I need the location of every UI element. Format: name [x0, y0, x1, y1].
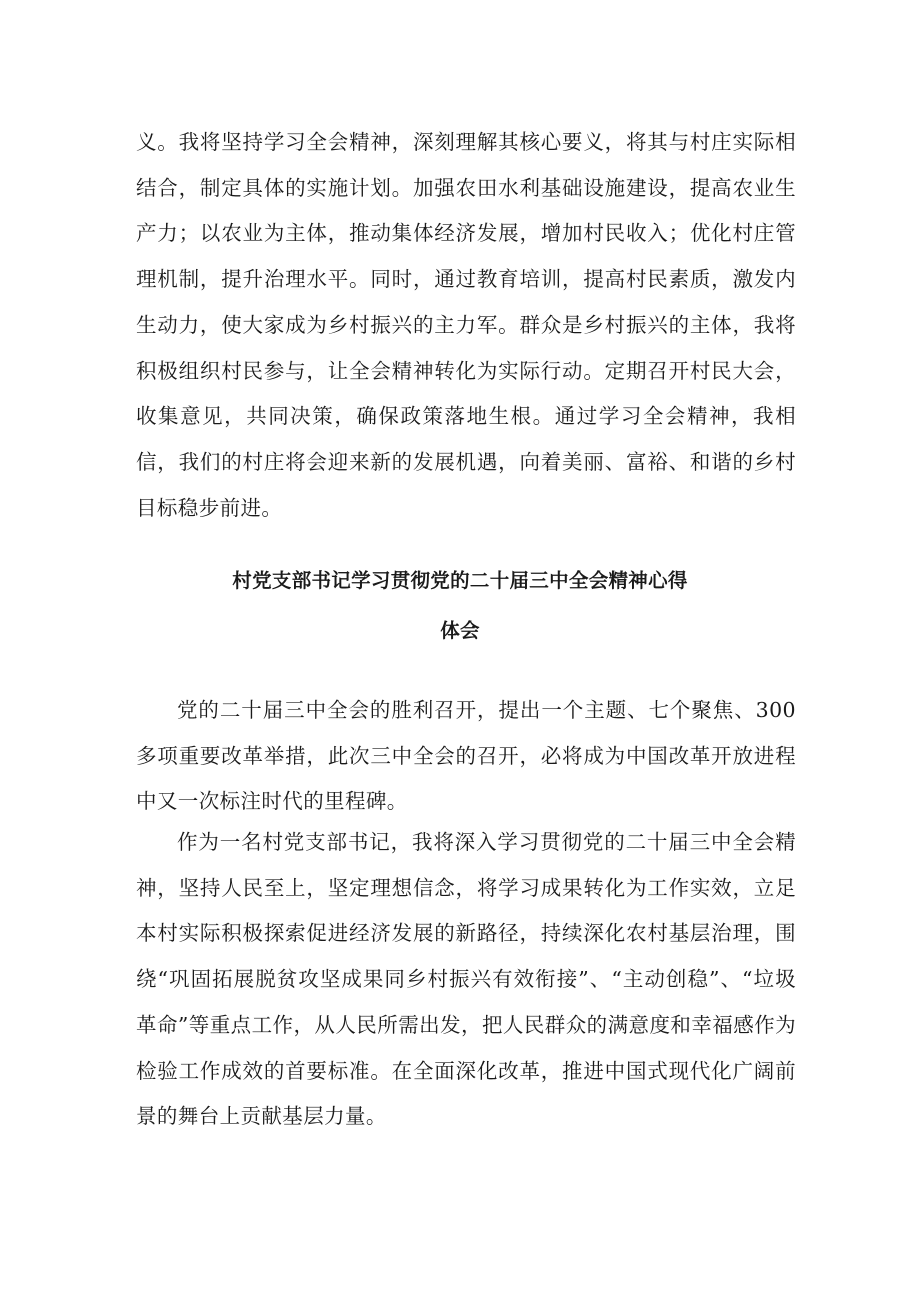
body-paragraph-2: 作为一名村党支部书记，我将深入学习贯彻党的二十届三中全会精神，坚持人民至上，坚定理想信念，将学习成果转化为工作实效，立足本村实际积极探索促进经济发展的新路径，持续深化农村基层治理，围绕“巩固拓展脱贫攻坚成果同乡村振兴有效衔接”、“主动创稳”、“垃圾革命”等重点工作，从人民所需出发，把人民群众的满意度和幸福感作为检验工作成效的首要标准。在全面深化改革，推进中国式现代化广阔前景的舞台上贡献基层力量。	[136, 830, 796, 1129]
section-title-line-2: 体会	[440, 619, 480, 642]
continuation-paragraph-block	[136, 120, 796, 531]
body-paragraph-1-block	[136, 688, 796, 825]
section-title	[0, 556, 920, 656]
section-title-line-1: 村党支部书记学习贯彻党的二十届三中全会精神心得	[232, 569, 688, 592]
body-paragraph-2-block	[136, 820, 796, 1140]
continuation-paragraph: 义。我将坚持学习全会精神，深刻理解其核心要义，将其与村庄实际相结合，制定具体的实施计划。加强农田水利基础设施建设，提高农业生产力；以农业为主体，推动集体经济发展，增加村民收入；优化村庄管理机制，提升治理水平。同时，通过教育培训，提高村民素质，激发内生动力，使大家成为乡村振兴的主力军。群众是乡村振兴的主体，我将积极组织村民参与，让全会精神转化为实际行动。定期召开村民大会，收集意见，共同决策，确保政策落地生根。通过学习全会精神，我相信，我们的村庄将会迎来新的发展机遇，向着美丽、富裕、和谐的乡村目标稳步前进。	[136, 130, 796, 520]
body-paragraph-1: 党的二十届三中全会的胜利召开，提出一个主题、七个聚焦、300多项重要改革举措，此次三中全会的召开，必将成为中国改革开放进程中又一次标注时代的里程碑。	[136, 698, 796, 814]
